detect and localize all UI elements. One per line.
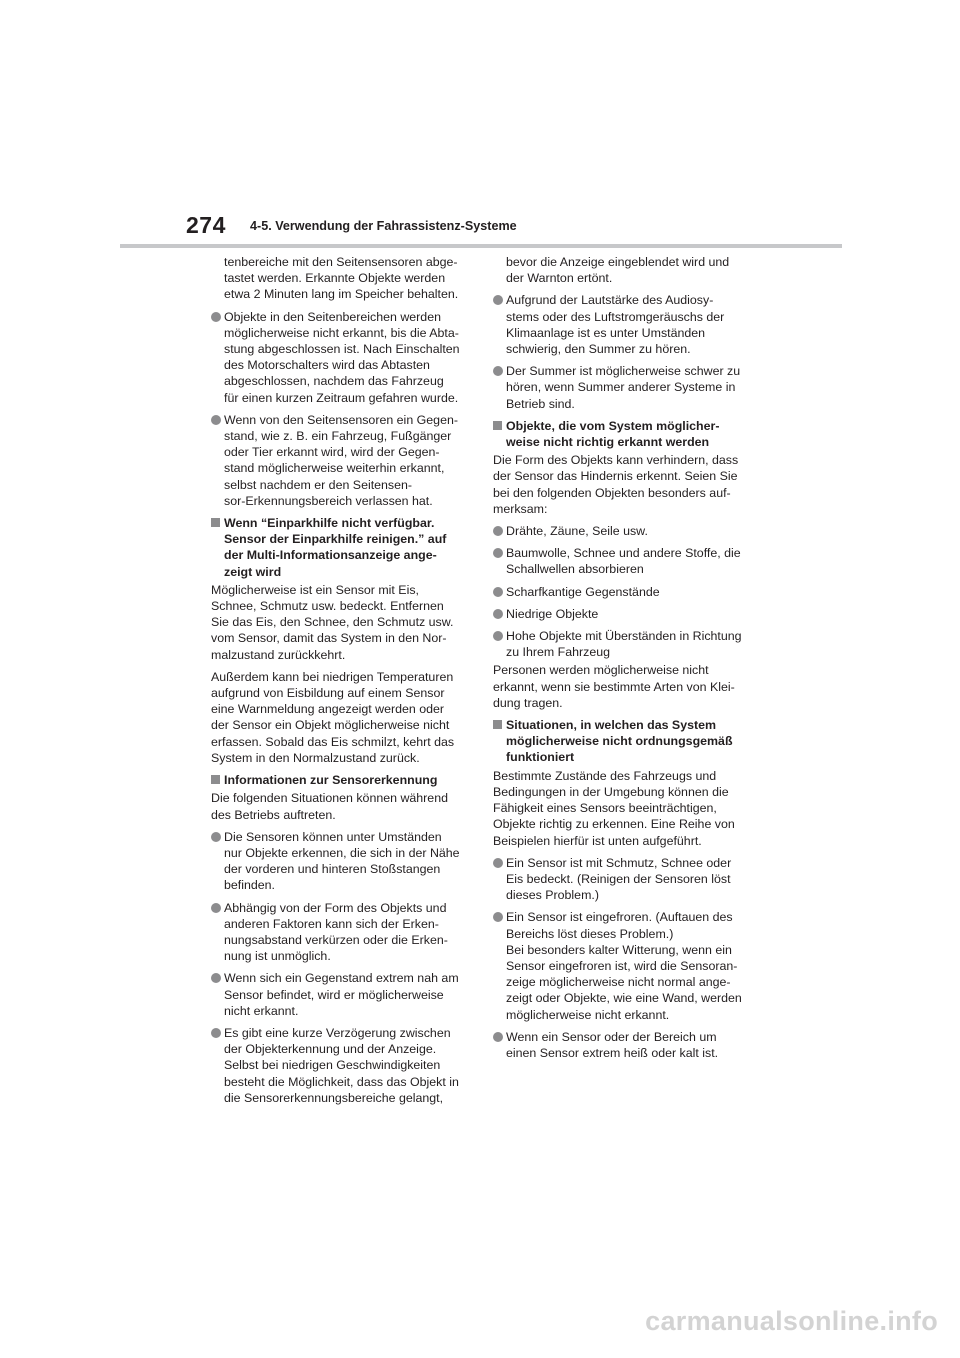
section-heading [493,717,751,766]
bullet-item [493,523,751,539]
bullet-item [493,584,751,600]
bullet-item [493,628,751,660]
text-line: Außerdem kann bei niedrigen Temperaturen [211,669,454,684]
text-line: erkannt, wenn sie bestimmte Arten von Klei- [493,679,735,694]
bullet-item [493,606,751,622]
text-line: möglicherweise nicht ordnungsgemäß [506,734,733,749]
text-line: Der Summer ist möglicherweise schwer zu [506,364,741,379]
text-line: Die Form des Objekts kann verhindern, dass [493,453,739,468]
bullet-text [506,606,751,622]
text-line: Aufgrund der Lautstärke des Audiosy- [506,293,714,308]
text-line: nur Objekte erkennen, die sich in der Nähe [224,845,460,860]
text-line: Abhängig von der Form des Objekts und [224,900,447,915]
text-line: zeigt wird [224,564,282,579]
text-line: Bereichs löst dieses Problem.) [506,926,674,941]
round-bullet-icon [211,1028,221,1038]
round-bullet-icon [211,973,221,983]
bullet-text [506,584,751,600]
text-line: einen Sensor extrem heiß oder kalt ist. [506,1045,719,1060]
right-column [493,254,751,1067]
section-heading [493,418,751,450]
paragraph [493,768,751,849]
text-line: Informationen zur Sensorerkennung [224,773,438,788]
text-line: funktioniert [506,750,575,765]
text-line: der vorderen und hinteren Stoßstangen [224,862,441,877]
section-heading [211,772,469,788]
text-line: hören, wenn Summer anderer Systeme in [506,380,736,395]
text-line: zeige möglicherweise nicht normal ange- [506,975,731,990]
text-line: Wenn ein Sensor oder der Bereich um [506,1029,717,1044]
text-line: nungsabstand verkürzen oder die Erken- [224,932,448,947]
round-bullet-icon [493,587,503,597]
round-bullet-icon [493,1032,503,1042]
bullet-item [493,1029,751,1061]
bullet-item [211,970,469,1019]
text-line: Bestimmte Zustände des Fahrzeugs und [493,768,717,783]
bullet-item [211,412,469,509]
text-line: Ein Sensor ist eingefroren. (Auftauen des [506,910,733,925]
text-line: Scharfkantige Gegenstände [506,584,660,599]
round-bullet-icon [493,295,503,305]
text-line: Eis bedeckt. (Reinigen der Sensoren löst [506,871,731,886]
text-line: zu Ihrem Fahrzeug [506,645,610,660]
page-number: 274 [186,212,226,238]
text-line: Sensor befindet, wird er möglicherweise [224,987,444,1002]
square-bullet-icon [493,720,502,729]
bullet-text [224,1025,469,1106]
text-line: Bei besonders kalter Witterung, wenn ein [506,942,732,957]
text-line: anderen Faktoren kann sich der Erken- [224,916,439,931]
text-line: oder Tier erkannt wird, wird der Gegen- [224,445,440,460]
bullet-item [493,363,751,412]
text-line: möglicherweise nicht erkannt, bis die Abta- [224,325,459,340]
text-line: Wenn sich ein Gegenstand extrem nah am [224,971,459,986]
text-line: weise nicht richtig erkannt werden [506,435,710,450]
text-line: bevor die Anzeige eingeblendet wird und [506,255,730,269]
text-line: sor-Erkennungsbereich verlassen hat. [224,493,433,508]
round-bullet-icon [211,903,221,913]
text-line: befinden. [224,878,275,893]
text-line: malzustand zurückkehrt. [211,647,346,662]
text-line: Die folgenden Situationen können während [211,791,448,806]
text-line: möglicherweise nicht erkannt. [506,1007,670,1022]
bullet-text [506,523,751,539]
text-line: Situationen, in welchen das System [506,718,717,733]
text-line: Sensor eingefroren ist, wird die Sensoran- [506,958,738,973]
text-line: Niedrige Objekte [506,606,599,621]
text-line: des Motorschalters wird das Abtasten [224,358,430,373]
text-line: Objekte richtig zu erkennen. Eine Reihe von [493,817,735,832]
text-line: System in den Normalzustand zurück. [211,750,420,765]
text-line: Sie das Eis, den Schnee, den Schmutz usw. [211,615,454,630]
bullet-text [224,309,469,406]
round-bullet-icon [493,858,503,868]
text-line: selbst nachdem er den Seitensen- [224,477,413,492]
text-line: stand, wie z. B. ein Fahrzeug, Fußgänger [224,429,452,444]
header-divider [120,244,842,248]
text-line: Möglicherweise ist ein Sensor mit Eis, [211,582,419,597]
round-bullet-icon [211,832,221,842]
paragraph [211,669,469,766]
bullet-text [506,292,751,357]
bullet-item [211,900,469,965]
round-bullet-icon [493,366,503,376]
bullet-text [224,412,469,509]
intro-paragraph [224,254,469,303]
text-line: stand möglicherweise weiterhin erkannt, [224,461,445,476]
bullet-text [224,829,469,894]
bullet-text [506,628,751,660]
text-line: Hohe Objekte mit Überständen in Richtung [506,629,742,644]
text-line: stung abgeschlossen ist. Nach Einschalten [224,342,460,357]
round-bullet-icon [493,912,503,922]
text-line: Wenn von den Seitensensoren ein Gegen- [224,412,458,427]
text-line: Bedingungen in der Umgebung können die [493,784,729,799]
text-line: eine Warnmeldung angezeigt werden oder [211,702,445,717]
text-line: die Sensorerkennungsbereiche gelangt, [224,1090,444,1105]
text-line: abgeschlossen, nachdem das Fahrzeug [224,374,444,389]
text-line: Schnee, Schmutz usw. bedeckt. Entfernen [211,599,444,614]
round-bullet-icon [493,631,503,641]
round-bullet-icon [493,609,503,619]
bullet-text [506,909,751,1022]
text-line: tastet werden. Erkannte Objekte werden [224,271,446,286]
text-line: Objekte in den Seitenbereichen werden [224,309,441,324]
text-line: aufgrund von Eisbildung auf einem Sensor [211,686,445,701]
round-bullet-icon [493,526,503,536]
text-line: Ein Sensor ist mit Schmutz, Schnee oder [506,855,732,870]
text-line: des Betriebs auftreten. [211,807,336,822]
text-line: etwa 2 Minuten lang im Speicher behalten. [224,287,459,302]
text-line: vom Sensor, damit das System in den Nor- [211,631,447,646]
text-line: Die Sensoren können unter Umständen [224,829,442,844]
bullet-list [493,523,751,660]
bullet-list [493,292,751,411]
round-bullet-icon [211,415,221,425]
text-line: Baumwolle, Schnee und andere Stoffe, die [506,546,741,561]
text-line: Personen werden möglicherweise nicht [493,663,709,678]
text-line: Sensor der Einparkhilfe reinigen.” auf [224,532,447,547]
text-line: für einen kurzen Zeitraum gefahren wurde. [224,390,459,405]
text-line: dieses Problem.) [506,888,599,903]
square-bullet-icon [493,421,502,430]
round-bullet-icon [493,548,503,558]
bullet-item [211,829,469,894]
text-line: nung ist unmöglich. [224,949,331,964]
square-bullet-icon [211,775,220,784]
bullet-item [493,855,751,904]
paragraph [493,662,751,711]
bullet-text [506,545,751,577]
text-line: Schallwellen absorbieren [506,562,644,577]
text-line: der Warnton ertönt. [506,271,613,286]
bullet-item [493,909,751,1022]
text-line: nicht erkannt. [224,1003,299,1018]
text-line: schwierig, den Summer zu hören. [506,342,691,357]
bullet-text [506,363,751,412]
text-line: erfassen. Sobald das Eis schmilzt, kehrt das [211,734,455,749]
section-heading [211,515,469,580]
bullet-text [506,1029,751,1061]
continuation-paragraph [506,254,751,286]
text-line: stems oder des Luftstromgeräuschs der [506,309,725,324]
square-bullet-icon [211,518,220,527]
text-line: merksam: [493,501,548,516]
text-line: der Multi-Informationsanzeige ange- [224,548,437,563]
text-line: dung tragen. [493,695,563,710]
text-line: Beispielen hierfür ist unten aufgeführt. [493,833,702,848]
bullet-list [211,829,469,1106]
bullet-text [224,970,469,1019]
bullet-text [224,900,469,965]
bullet-item [211,309,469,406]
text-line: Selbst bei niedrigen Geschwindigkeiten [224,1058,441,1073]
text-line: Betrieb sind. [506,396,575,411]
text-line: Es gibt eine kurze Verzögerung zwischen [224,1025,451,1040]
paragraph [493,452,751,517]
text-line: besteht die Möglichkeit, dass das Objekt in [224,1074,459,1089]
text-line: Klimaanlage ist es unter Umständen [506,325,706,340]
text-line: der Sensor das Hindernis erkennt. Seien Sie [493,469,738,484]
section-title: 4-5. Verwendung der Fahrassistenz-Systeme [250,219,517,233]
text-line: bei den folgenden Objekten besonders auf- [493,485,731,500]
bullet-item [211,1025,469,1106]
text-line: Objekte, die vom System möglicher- [506,418,720,433]
text-line: tenbereiche mit den Seitensensoren abge- [224,255,458,269]
left-column [211,254,469,1112]
round-bullet-icon [211,312,221,322]
text-line: Wenn “Einparkhilfe nicht verfügbar. [224,516,435,531]
text-line: zeigt oder Objekte, wie eine Wand, werden [506,991,742,1006]
watermark: carmanualsonline.info [645,1306,938,1336]
bullet-item [493,545,751,577]
bullet-item [493,292,751,357]
bullet-text [506,855,751,904]
paragraph [211,582,469,663]
bullet-list [211,309,469,509]
bullet-list [493,855,751,1061]
text-line: Drähte, Zäune, Seile usw. [506,524,648,539]
paragraph [211,790,469,822]
text-line: der Sensor ein Objekt möglicherweise nicht [211,718,450,733]
text-line: Fähigkeit eines Sensors beeinträchtigen, [493,801,717,816]
text-line: der Objekterkennung und der Anzeige. [224,1042,437,1057]
